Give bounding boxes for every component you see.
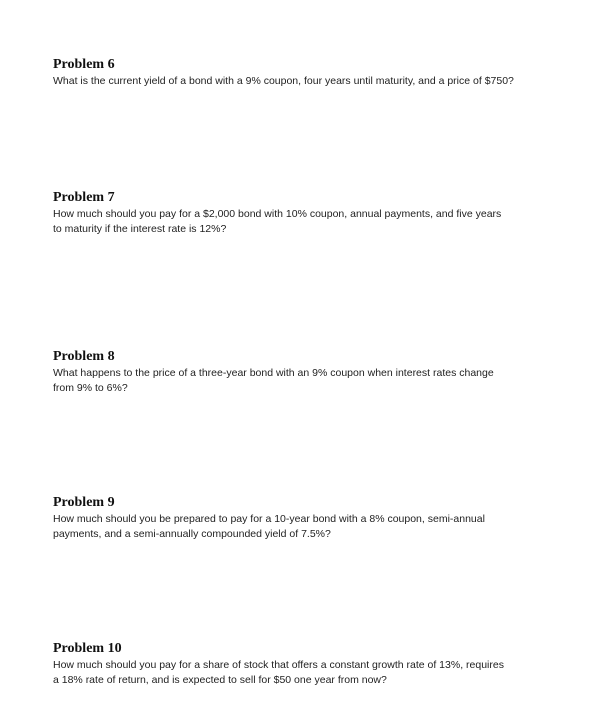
problem-6 — [53, 57, 573, 89]
question-line: a 18% rate of return, and is expected to sell for $50 one year from now? — [53, 674, 387, 686]
question-line: What is the current yield of a bond with a 9% coupon, four years until maturity, and a price of $750? — [53, 75, 514, 87]
problem-question — [53, 74, 573, 89]
question-line: to maturity if the interest rate is 12%? — [53, 223, 227, 235]
problem-question — [53, 512, 573, 542]
question-line: How much should you pay for a share of stock that offers a constant growth rate of 13%, requires — [53, 659, 504, 671]
question-line: How much should you be prepared to pay for a 10-year bond with a 8% coupon, semi-annual — [53, 513, 485, 525]
problem-10 — [53, 641, 573, 688]
question-line: from 9% to 6%? — [53, 382, 128, 394]
problem-title: Problem 8 — [53, 349, 115, 364]
problem-question — [53, 366, 573, 396]
problem-title: Problem 10 — [53, 641, 122, 656]
question-line: How much should you pay for a $2,000 bond with 10% coupon, annual payments, and five years — [53, 208, 502, 220]
problem-7 — [53, 190, 573, 237]
problem-title: Problem 7 — [53, 190, 115, 205]
problem-question — [53, 207, 573, 237]
problem-8 — [53, 349, 573, 396]
problem-9 — [53, 495, 573, 542]
problem-question — [53, 658, 573, 688]
problem-title: Problem 6 — [53, 57, 115, 72]
problem-title: Problem 9 — [53, 495, 115, 510]
question-line: payments, and a semi-annually compounded yield of 7.5%? — [53, 528, 331, 540]
question-line: What happens to the price of a three-year bond with an 9% coupon when interest rates change — [53, 367, 494, 379]
